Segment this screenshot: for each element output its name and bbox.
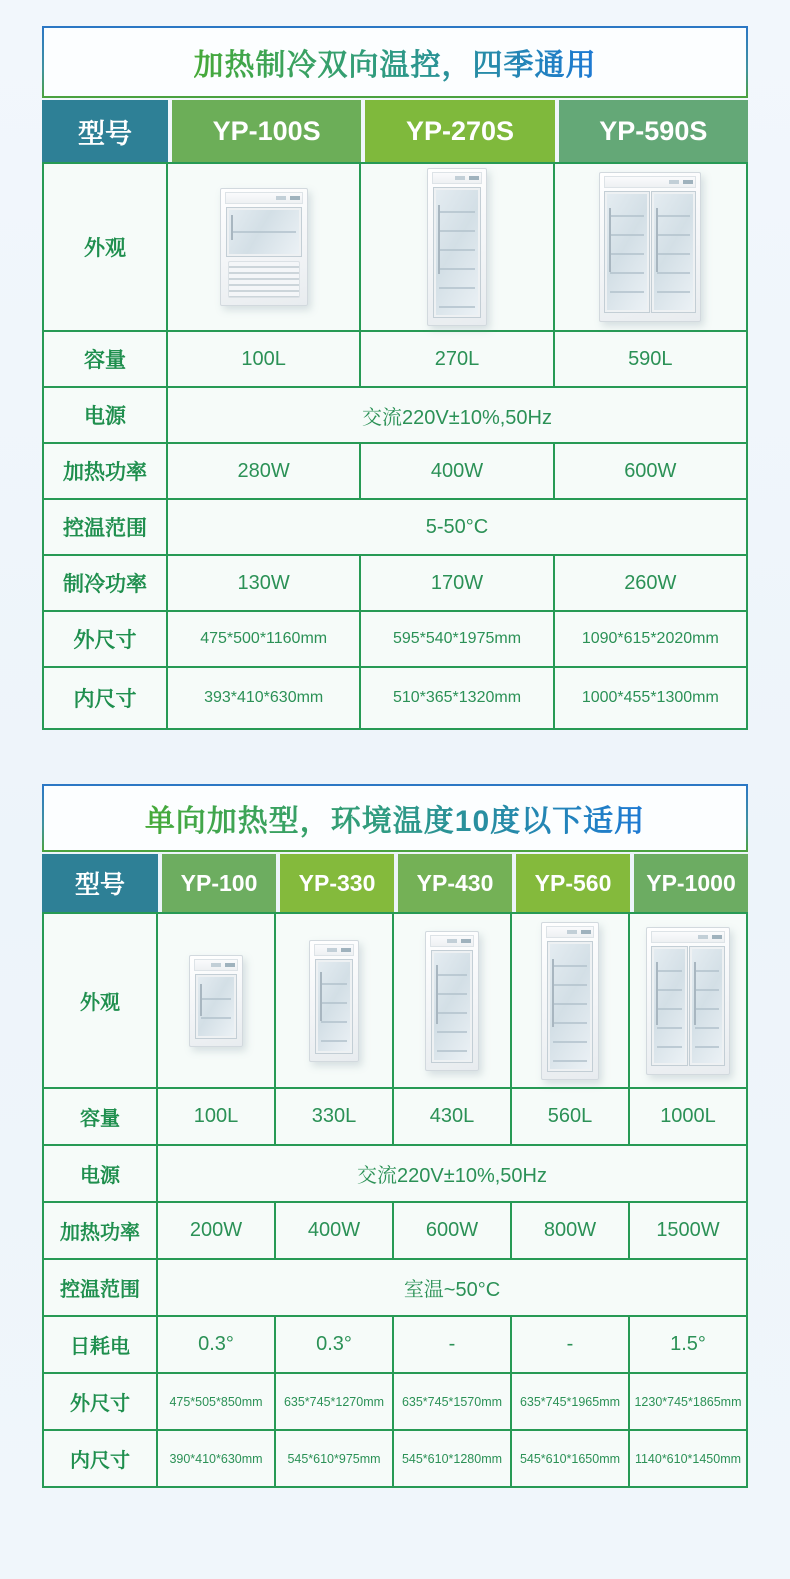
cell-value: 280W — [237, 459, 290, 482]
control-panel — [194, 959, 238, 971]
cell-value: 1.5° — [628, 1317, 746, 1372]
table-row-temp-range — [42, 1260, 748, 1317]
glass-door-left — [652, 947, 687, 1065]
cell-value: 635*745*1965mm — [510, 1374, 628, 1429]
cell-value: 595*540*1975mm — [359, 612, 552, 666]
cabinet-yp-100s-image — [220, 188, 308, 306]
table1-model-header-label: 型号 — [42, 100, 168, 162]
glass-door — [432, 951, 472, 1062]
model-header-yp-560: YP-560 — [516, 854, 630, 912]
row-label: 外尺寸 — [44, 1374, 158, 1429]
table-row-appearance — [42, 162, 748, 332]
row-label: 电源 — [44, 388, 168, 442]
model-header-yp-430: YP-430 — [398, 854, 512, 912]
cell-value: 390*410*630mm — [169, 1451, 263, 1466]
table-spacer — [42, 730, 748, 784]
cell-value: 260W — [553, 556, 746, 610]
cell-value: 100L — [241, 347, 286, 370]
table2-model-header-row — [42, 854, 748, 912]
cell-value: 130W — [237, 571, 290, 594]
cell-value: 545*610*1280mm — [392, 1431, 510, 1486]
table-row-temp-range — [42, 500, 748, 556]
cell-value: 545*610*975mm — [274, 1431, 392, 1486]
row-label: 加热功率 — [44, 444, 168, 498]
control-panel — [432, 172, 482, 184]
table-row-daily-consumption — [42, 1317, 748, 1374]
cell-value-span: 室温~50°C — [403, 1279, 501, 1301]
cell-value: 0.3° — [274, 1317, 392, 1372]
cell-value: 393*410*630mm — [204, 689, 324, 706]
row-label: 内尺寸 — [44, 668, 168, 728]
glass-door — [196, 975, 236, 1038]
table1-body — [42, 162, 748, 730]
table-row-heating-power — [42, 444, 748, 500]
model-header-yp-100s: YP-100S — [172, 100, 361, 162]
cabinet-yp-430-image — [425, 931, 479, 1071]
cell-value: 400W — [274, 1203, 392, 1258]
cell-value: 330L — [274, 1089, 392, 1144]
table-row-outer-dims — [42, 612, 748, 668]
cabinet-yp-100-image — [189, 955, 243, 1047]
model-header-yp-100: YP-100 — [162, 854, 276, 912]
cell-value: 270L — [359, 332, 552, 386]
cell-value: 635*745*1270mm — [274, 1374, 392, 1429]
cell-value-span: 交流220V±10%,50Hz — [362, 406, 552, 429]
cabinet-yp-560-image — [541, 922, 599, 1080]
cell-value: 510*365*1320mm — [359, 668, 552, 728]
table2-model-header-label: 型号 — [42, 854, 158, 912]
row-label: 日耗电 — [44, 1317, 158, 1372]
row-label: 制冷功率 — [44, 556, 168, 610]
glass-door-right — [652, 192, 696, 312]
spec-table-dual-temp — [42, 26, 748, 730]
cell-value: 1000L — [628, 1089, 746, 1144]
row-label: 容量 — [44, 1089, 158, 1144]
control-panel — [430, 935, 474, 947]
table2-title-box — [42, 784, 748, 852]
model-header-yp-270s: YP-270S — [365, 100, 554, 162]
cell-value: 1000*455*1300mm — [553, 668, 746, 728]
cell-value: 590L — [553, 332, 746, 386]
table-row-inner-dims — [42, 668, 748, 730]
table-row-power-supply — [42, 388, 748, 444]
model-header-yp-590s: YP-590S — [559, 100, 748, 162]
cell-value: - — [510, 1317, 628, 1372]
cabinet-yp-590s-image — [599, 172, 701, 322]
vent-grille — [228, 261, 300, 298]
cell-value: 1500W — [628, 1203, 746, 1258]
row-label: 外观 — [44, 164, 168, 330]
cell-value: 560L — [510, 1089, 628, 1144]
row-label: 容量 — [44, 332, 168, 386]
table-row-capacity — [42, 332, 748, 388]
table1-model-header-row — [42, 100, 748, 162]
row-label: 控温范围 — [44, 1260, 158, 1315]
glass-door — [548, 942, 592, 1071]
control-panel — [314, 944, 354, 956]
row-label: 加热功率 — [44, 1203, 158, 1258]
cell-value-span: 5-50°C — [425, 515, 489, 538]
model-header-yp-330: YP-330 — [280, 854, 394, 912]
table-row-power-supply — [42, 1146, 748, 1203]
control-panel — [225, 192, 303, 204]
table-row-heating-power — [42, 1203, 748, 1260]
cabinet-yp-1000-image — [646, 927, 730, 1075]
cabinet-yp-270s-image — [427, 168, 487, 326]
table-row-cooling-power — [42, 556, 748, 612]
cell-value: 1140*610*1450mm — [628, 1431, 746, 1486]
cell-value: 635*745*1570mm — [392, 1374, 510, 1429]
row-label: 外尺寸 — [44, 612, 168, 666]
model-header-yp-1000: YP-1000 — [634, 854, 748, 912]
cell-value: 1230*745*1865mm — [628, 1374, 746, 1429]
cell-value: 0.3° — [198, 1333, 234, 1355]
cell-value: 430L — [392, 1089, 510, 1144]
table1-title-box — [42, 26, 748, 98]
table1-title: 加热制冷双向温控，四季通用 — [194, 40, 597, 84]
table2-title: 单向加热型，环境温度10度以下适用 — [145, 796, 645, 840]
row-label: 电源 — [44, 1146, 158, 1201]
control-panel — [546, 926, 594, 938]
control-panel — [651, 931, 725, 943]
cell-value: 600W — [553, 444, 746, 498]
table-row-appearance — [42, 912, 748, 1089]
cell-value: 475*500*1160mm — [200, 630, 328, 647]
row-label: 控温范围 — [44, 500, 168, 554]
cell-value: 545*610*1650mm — [510, 1431, 628, 1486]
table2-body — [42, 912, 748, 1488]
cell-value: 475*505*850mm — [169, 1394, 263, 1409]
cell-value: 800W — [510, 1203, 628, 1258]
glass-door-left — [605, 192, 649, 312]
row-label: 外观 — [44, 914, 158, 1087]
cell-value: 400W — [359, 444, 552, 498]
table-row-outer-dims — [42, 1374, 748, 1431]
row-label: 内尺寸 — [44, 1431, 158, 1486]
table-row-capacity — [42, 1089, 748, 1146]
cell-value: 100L — [193, 1105, 239, 1127]
control-panel — [604, 176, 696, 188]
glass-door — [227, 208, 301, 256]
cell-value: 600W — [392, 1203, 510, 1258]
glass-door — [434, 188, 480, 317]
cell-value-span: 交流220V±10%,50Hz — [357, 1165, 547, 1187]
cell-value: 1090*615*2020mm — [553, 612, 746, 666]
cell-value: - — [392, 1317, 510, 1372]
spec-table-heating-only — [42, 784, 748, 1488]
cabinet-yp-330-image — [309, 940, 359, 1062]
glass-door-right — [690, 947, 725, 1065]
glass-door — [316, 960, 352, 1053]
cell-value: 170W — [359, 556, 552, 610]
table-row-inner-dims — [42, 1431, 748, 1488]
cell-value: 200W — [189, 1219, 243, 1241]
